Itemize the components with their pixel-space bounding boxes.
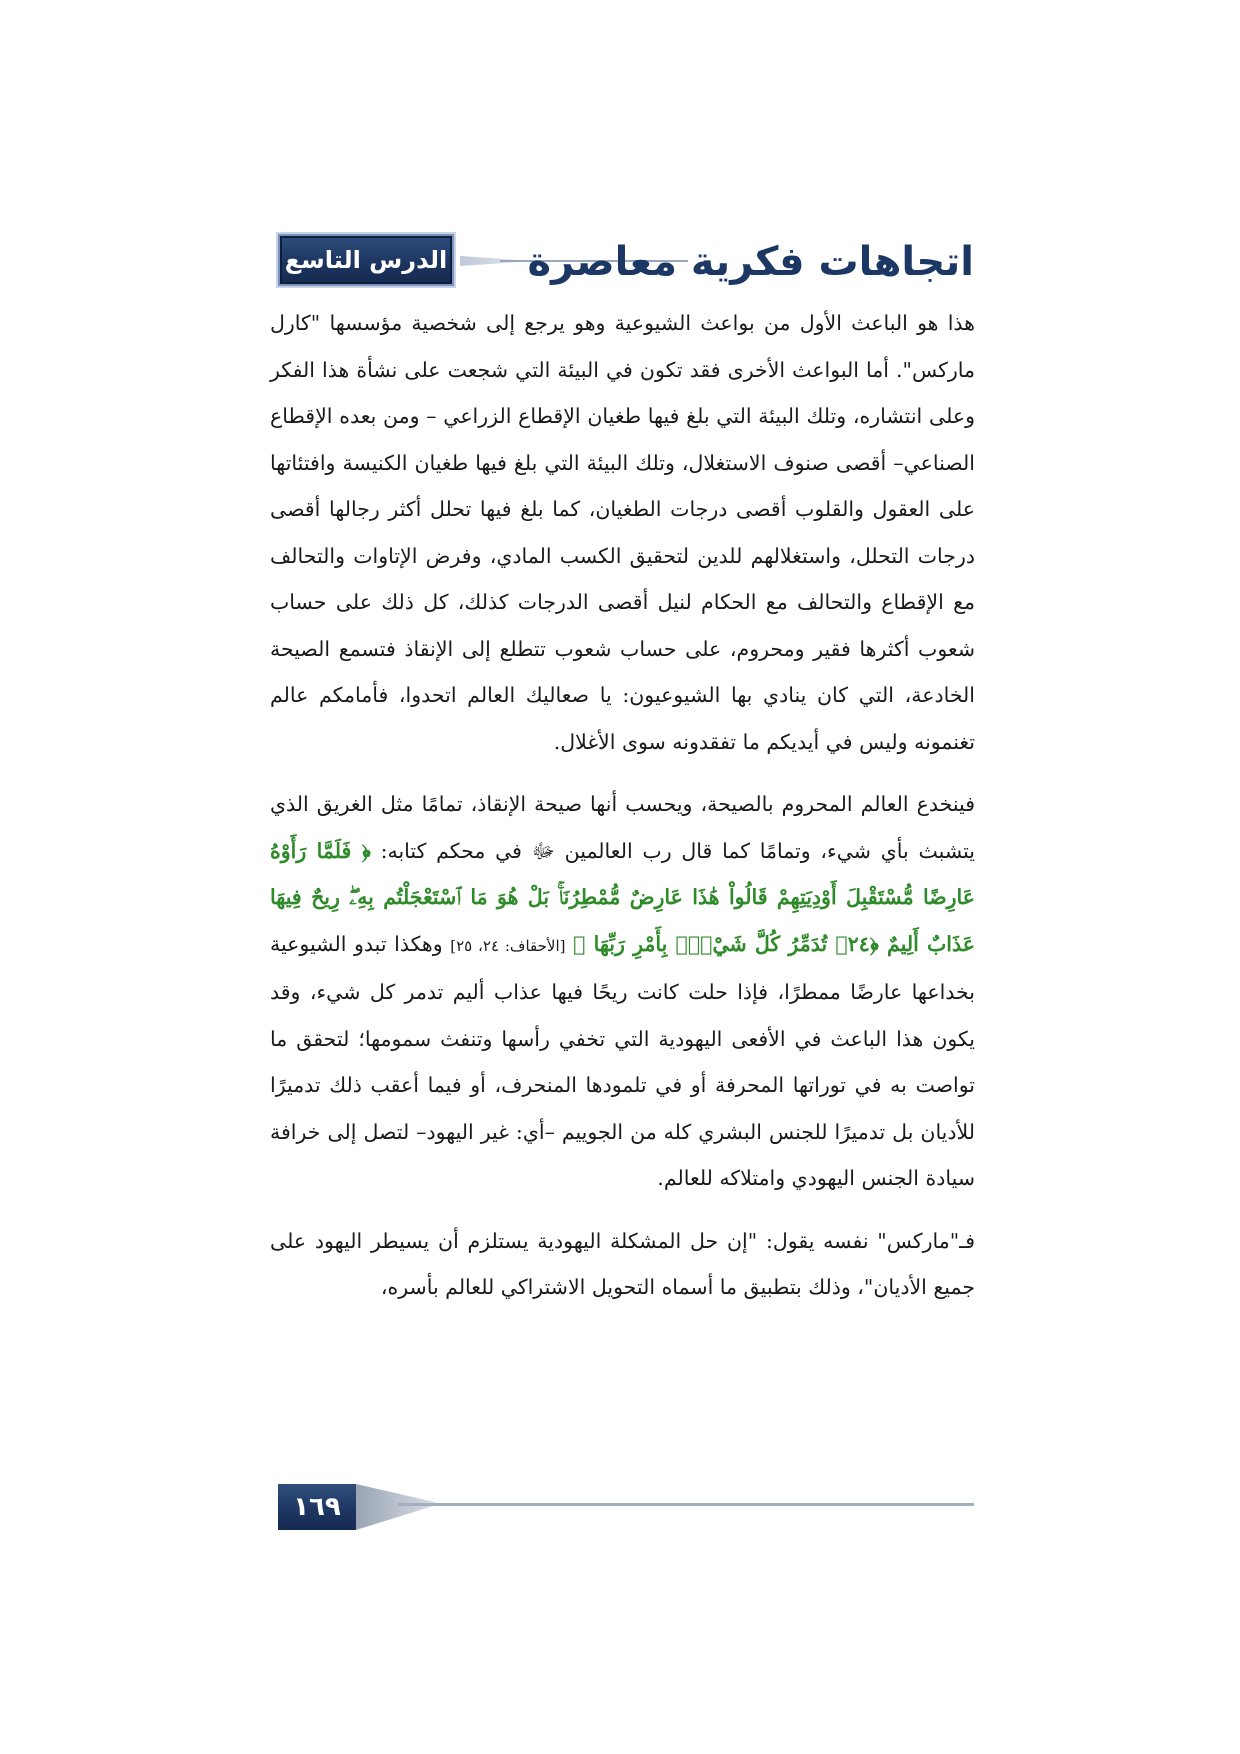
book-title: اتجاهات فكرية معاصرة	[527, 239, 974, 285]
footer-divider-wedge	[356, 1484, 436, 1530]
paragraph-2	[270, 781, 975, 1202]
verse-reference: [الأحقاف: ٢٤، ٢٥]	[450, 936, 566, 955]
paragraph-1: هذا هو الباعث الأول من بواعث الشيوعية وهو يرجع إلى شخصية مؤسسها "كارل ماركس". أما البواعث الأخرى فقد تكون في البيئة التي شجعت على نشأة هذا الفكر وعلى انتشاره، وتلك البيئة التي بلغ فيها طغيان الإقطاع الزراعي – ومن بعده الإقطاع الصناعي– أقصى صنوف الاستغلال، وتلك البيئة التي بلغ فيها طغيان الكنيسة وافتئاتها على العقول والقلوب أقصى درجات الطغيان، كما بلغ فيها تحلل أكثر رجالها أقصى درجات التحلل، واستغلالهم للدين لتحقيق الكسب المادي، وفرض الإتاوات والتحالف مع الإقطاع والتحالف مع الحكام لنيل أقصى الدرجات كذلك، كل ذلك على حساب شعوب أكثرها فقير ومحروم، على حساب شعوب تتطلع إلى الإنقاذ فتسمع الصيحة الخادعة، التي كان ينادي بها الشيوعيون: يا صعاليك العالم اتحدوا، فأمامكم عالم تغنمونه وليس في أيديكم ما تفقدونه سوى الأغلال.	[270, 311, 975, 754]
page-footer	[278, 1484, 974, 1534]
page-header	[278, 232, 974, 292]
paragraph-3: فـ"ماركس" نفسه يقول: "إن حل المشكلة اليهودية يستلزم أن يسيطر اليهود على جميع الأديان"، وذلك بتطبيق ما أسماه التحويل الاشتراكي للعالم بأسره،	[270, 1228, 975, 1299]
lesson-badge	[278, 234, 454, 286]
page-number-badge	[278, 1484, 356, 1530]
lesson-label: الدرس التاسع	[284, 246, 448, 274]
page-body	[270, 300, 975, 1311]
page-number: ١٦٩	[293, 1492, 341, 1522]
paragraph-2-rest: وهكذا تبدو الشيوعية بخداعها عارضًا ممطرًا، فإذا حلت كانت ريحًا فيها عذاب أليم تدمر كل شيء، وقد يكون هذا الباعث في الأفعى اليهودية التي تخفي رأسها وتنفث سمومها؛ لتحقق ما تواصت به في توراتها المحرفة أو في تلمودها المنحرف، أو فيما أعقب ذلك تدميرًا للأديان بل تدميرًا للجنس البشري كله من الجوييم –أي: غير اليهود– لتصل إلى خرافة سيادة الجنس اليهودي وامتلاكه للعالم.	[270, 931, 975, 1190]
paragraph-2-intro: فينخدع العالم المحروم بالصيحة، ويحسب أنها صيحة الإنقاذ، تمامًا مثل الغريق الذي يتشبث بأي شيء، وتمامًا كما قال رب العالمين ﷻ في محكم كتابه:	[270, 792, 975, 863]
quran-verse: ﴿ فَلَمَّا رَأَوْهُ عَارِضًا مُّسْتَقْبِلَ أَوْدِيَتِهِمْ قَالُواْ هَٰذَا عَارِضٌ مُّمْطِرُنَاۚ بَلْ هُوَ مَا ٱسْتَعْجَلْتُم بِهِۦۖ رِيحٌ فِيهَا عَذَابٌ أَلِيمٌ ﴿٢٤﴾ تُدَمِّرُ كُلَّ شَيْءٍۭ بِأَمْرِ رَبِّهَا ﴾	[270, 838, 975, 956]
footer-divider-line	[398, 1503, 974, 1506]
